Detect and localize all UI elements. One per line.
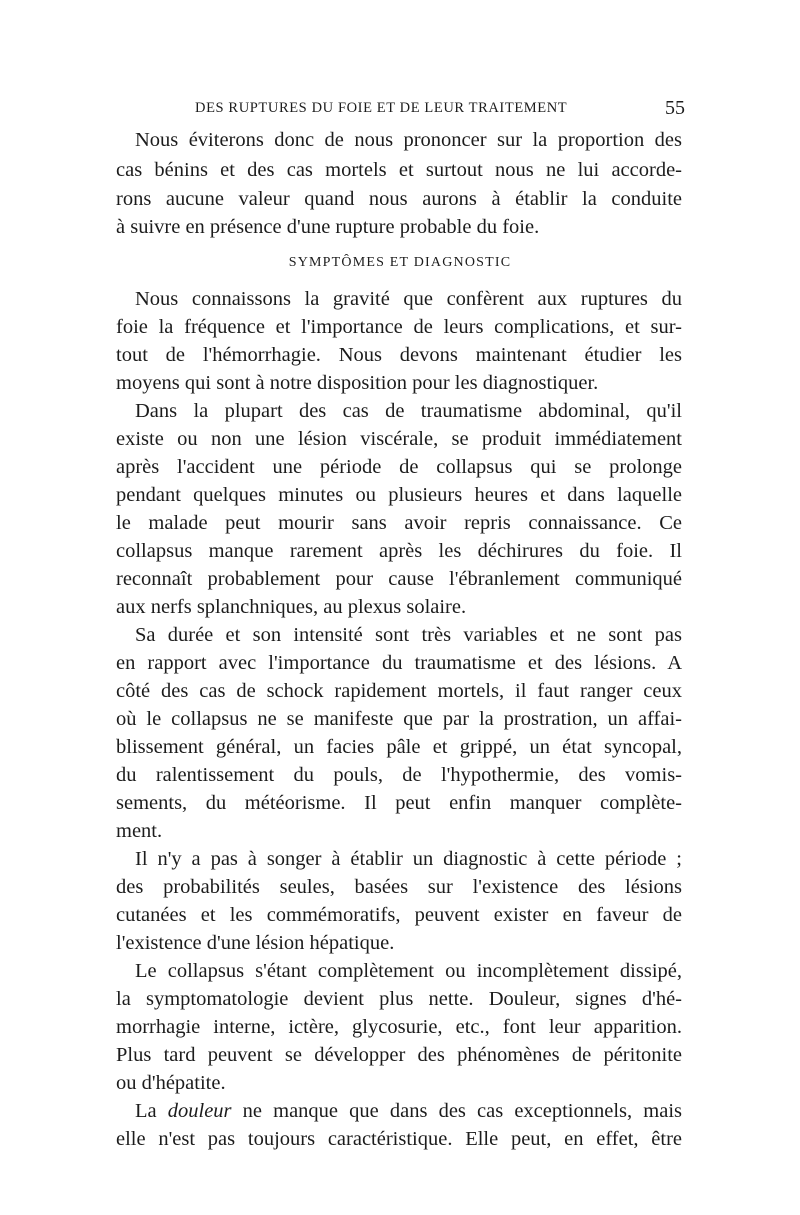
text-line: Nous connaissons la gravité que confèrent aux ruptures du: [135, 288, 682, 310]
text-line: Le collapsus s'étant complètement ou incomplètement dissipé,: [135, 960, 682, 982]
text-line: cas bénins et des cas mortels et surtout nous ne lui accorde-: [116, 159, 682, 181]
text-run: La: [135, 1100, 168, 1122]
text-line: sements, du météorisme. Il peut enfin manquer complète-: [116, 792, 682, 814]
text-line: rons aucune valeur quand nous aurons à établir la conduite: [116, 188, 682, 210]
text-line: la symptomatologie devient plus nette. Douleur, signes d'hé-: [116, 988, 682, 1010]
text-line: elle n'est pas toujours caractéristique. Elle peut, en effet, être: [116, 1128, 682, 1150]
text-line: aux nerfs splanchniques, au plexus solaire.: [116, 596, 467, 618]
text-line: moyens qui sont à notre disposition pour les diagnostiquer.: [116, 372, 599, 394]
text-line: Sa durée et son intensité sont très variables et ne sont pas: [135, 624, 682, 646]
text-line: morrhagie interne, ictère, glycosurie, etc., font leur apparition.: [116, 1016, 682, 1038]
text-line: où le collapsus ne se manifeste que par la prostration, un affai-: [116, 708, 682, 730]
page-number: 55: [665, 97, 685, 119]
section-heading: SYMPTÔMES ET DIAGNOSTIC: [288, 255, 512, 270]
text-line: des probabilités seules, basées sur l'existence des lésions: [116, 876, 682, 898]
text-line: existe ou non une lésion viscérale, se produit immédiatement: [116, 428, 682, 450]
text-line: blissement général, un facies pâle et grippé, un état syncopal,: [116, 736, 682, 758]
text-line: pendant quelques minutes ou plusieurs heures et dans laquelle: [116, 484, 682, 506]
text-line: tout de l'hémorrhagie. Nous devons maintenant étudier les: [116, 344, 682, 366]
text-line: l'existence d'une lésion hépatique.: [116, 932, 395, 954]
text-line: foie la fréquence et l'importance de leurs complications, et sur-: [116, 316, 682, 338]
running-title: DES RUPTURES DU FOIE ET DE LEUR TRAITEMENT: [195, 100, 568, 116]
emphasized-word: douleur: [167, 1100, 232, 1122]
text-line: Il n'y a pas à songer à établir un diagnostic à cette période ;: [135, 848, 682, 870]
running-head: [195, 97, 685, 121]
text-line: reconnaît probablement pour cause l'ébranlement communiqué: [116, 568, 682, 590]
text-line: le malade peut mourir sans avoir repris connaissance. Ce: [116, 512, 682, 534]
text-run: ne manque que dans des cas exceptionnels, mais: [231, 1100, 682, 1122]
text-line: du ralentissement du pouls, de l'hypothermie, des vomis-: [116, 764, 682, 786]
text-line: ment.: [116, 820, 163, 842]
text-line: en rapport avec l'importance du traumatisme et des lésions. A: [116, 652, 682, 674]
text-line: après l'accident une période de collapsus qui se prolonge: [116, 456, 682, 478]
text-line: Plus tard peuvent se développer des phénomènes de péritonite: [116, 1044, 682, 1066]
text-line: Nous éviterons donc de nous prononcer sur la proportion des: [135, 129, 682, 151]
text-line: collapsus manque rarement après les déchirures du foie. Il: [116, 540, 682, 562]
text-line: [135, 1096, 682, 1126]
text-line: côté des cas de schock rapidement mortels, il faut ranger ceux: [116, 680, 682, 702]
text-line: ou d'hépatite.: [116, 1072, 226, 1094]
text-line: à suivre en présence d'une rupture probable du foie.: [116, 216, 540, 238]
text-line: Dans la plupart des cas de traumatisme abdominal, qu'il: [135, 400, 682, 422]
text-line: cutanées et les commémoratifs, peuvent exister en faveur de: [116, 904, 682, 926]
